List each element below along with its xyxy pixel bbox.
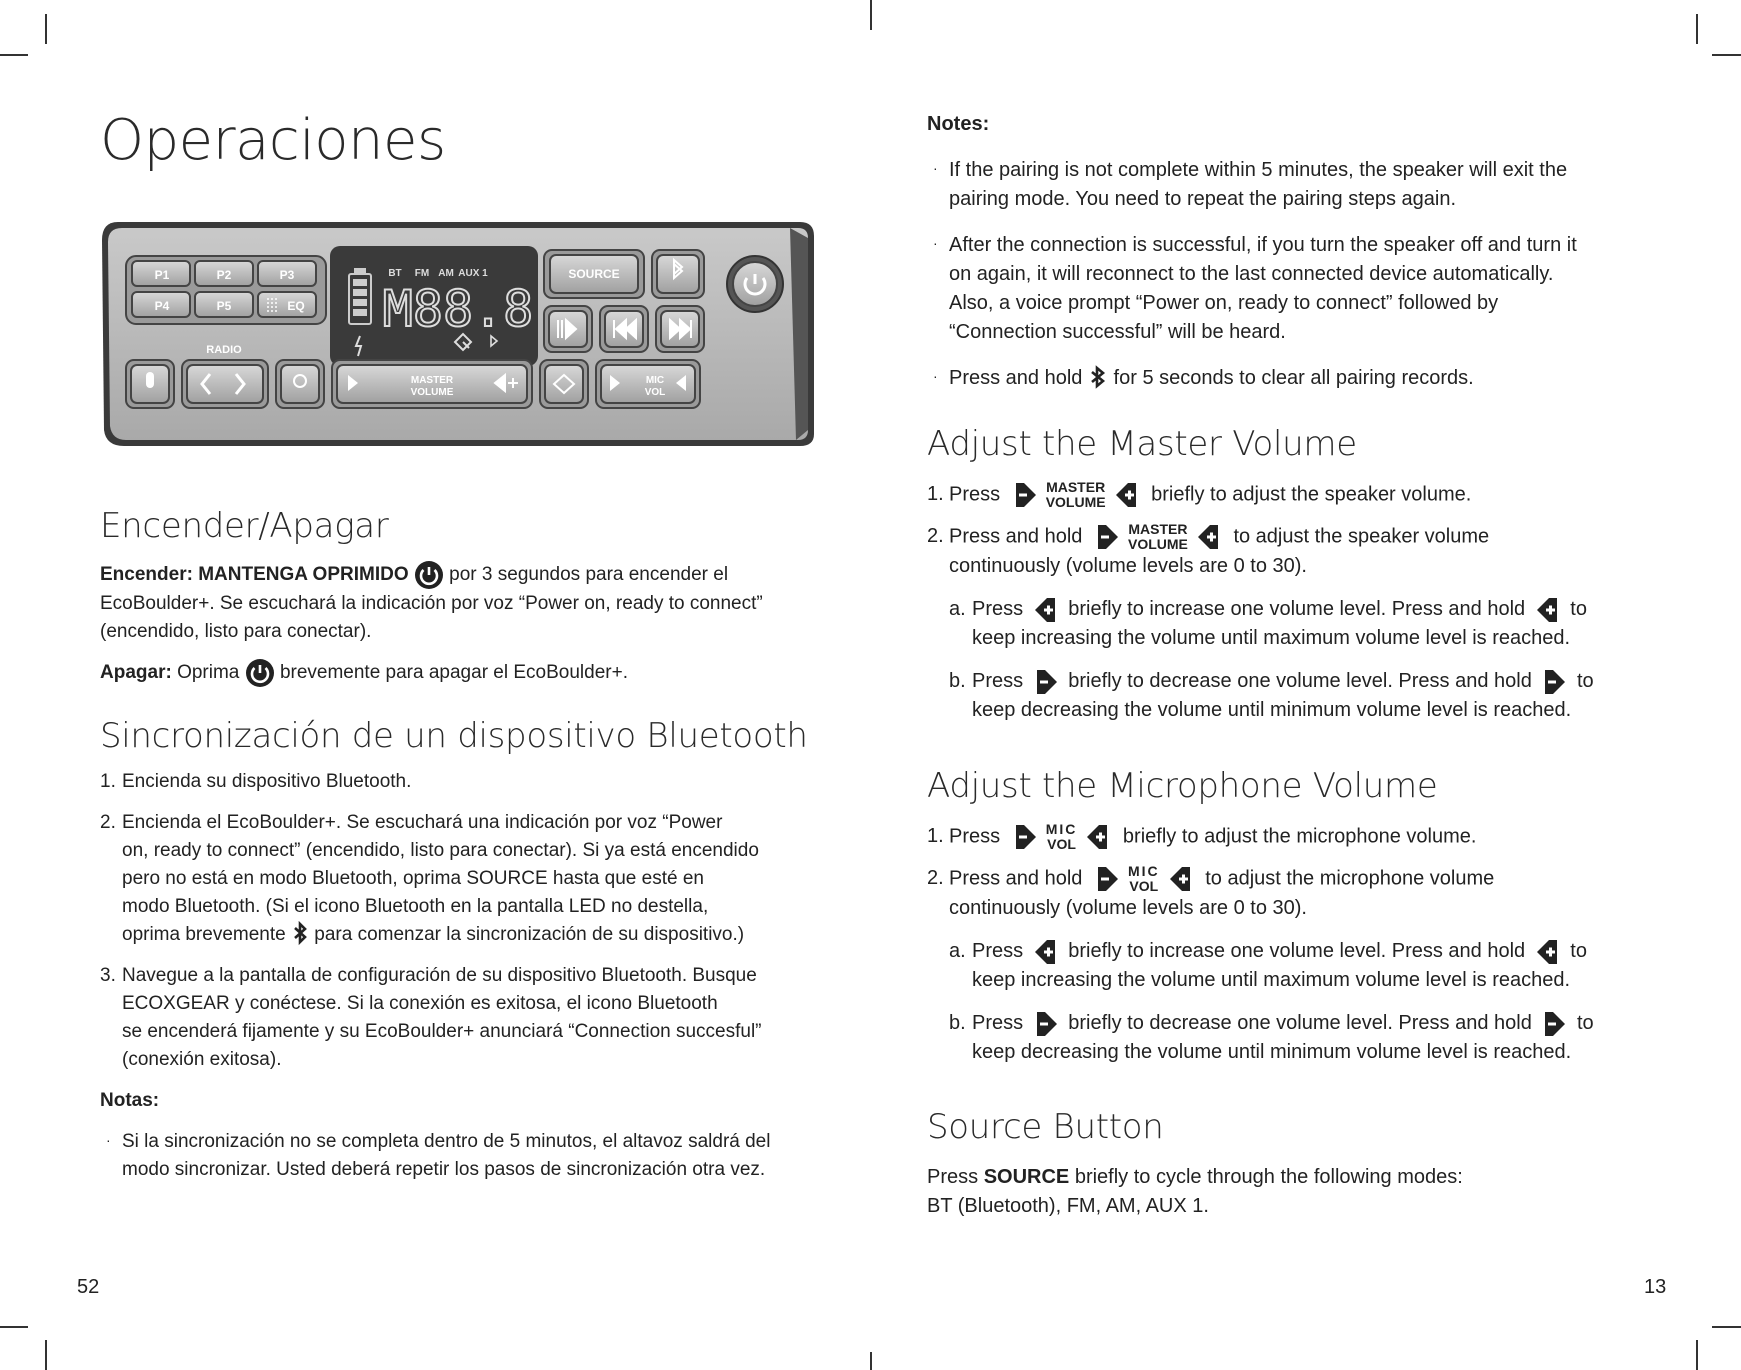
section-heading: Adjust the Master Volume — [927, 424, 1357, 464]
list-item: 2. Encienda el EcoBoulder+. Se escuchará una indicación por voz “Power on, ready to connect” (encendido, listo para conectar). Si ya está encendido pero no está en modo Bluetooth, oprima SOURCE hasta que esté en modo Bluetooth. (Si el icono Bluetooth en la pantalla LED no destella, oprima brevemente para comenzar la sincronización de su dispositivo.) — [100, 809, 820, 949]
label: Apagar: — [100, 662, 172, 684]
section-heading: Sincronización de un dispositivo Bluetooth — [100, 716, 808, 756]
text: brevemente para apagar el EcoBoulder+. — [279, 662, 628, 684]
list-item: b. Press briefly to decrease one volume level. Press and hold to keep decreasing the volume until minimum volume level is reached. — [949, 1012, 1594, 1063]
display-mode: FM — [414, 268, 430, 279]
list-item: 1. Encienda su dispositivo Bluetooth. — [100, 771, 412, 792]
section-heading: Source Button — [927, 1107, 1164, 1147]
bluetooth-icon — [291, 921, 309, 949]
list-item: b. Press briefly to decrease one volume level. Press and hold to keep decreasing the volume until minimum volume level is reached. — [949, 670, 1594, 721]
power-instructions — [100, 560, 820, 688]
media-buttons — [544, 306, 704, 352]
list-item: · Press and hold for 5 seconds to clear all pairing records. — [927, 364, 1647, 393]
volume-down-icon — [1035, 1011, 1057, 1037]
crop-mark — [1712, 1326, 1741, 1328]
crop-mark — [870, 1352, 872, 1370]
volume-down-icon — [1543, 669, 1565, 695]
preset-label: P1 — [154, 268, 170, 282]
right-page — [927, 0, 1667, 1370]
mic-vol-label: VOL — [644, 387, 666, 398]
list-item: · Si la sincronización no se completa dentro de 5 minutos, el altavoz saldrá del modo sincronizar. Usted deberá repetir los pasos de sincronización otra vez. — [106, 1131, 771, 1181]
list-item: 3. Navegue a la pantalla de configuración de su dispositivo Bluetooth. Busque ECOXGEAR y conéctese. Si la conexión es exitosa, el icono Bluetooth se encenderá fijamente y su EcoBoulder+ anunciará “Connection succesful” (conexión exitosa). — [100, 965, 762, 1071]
source-instructions: Press SOURCE briefly to cycle through the following modes: BT (Bluetooth), FM, AM, AUX 1. — [927, 1166, 1463, 1217]
master-volume-button: MASTER VOLUME — [1014, 480, 1138, 510]
volume-down-icon — [1096, 525, 1118, 549]
text: Oprima — [177, 662, 240, 684]
power-icon — [414, 560, 444, 590]
display-mode: AM — [438, 268, 454, 279]
list-item: 1. Press MASTER VOLUME briefly to adjust the speaker volume. — [927, 479, 1472, 510]
crop-mark — [870, 0, 872, 30]
volume-up-icon — [1170, 867, 1192, 891]
label: Encender: — [100, 564, 193, 586]
preset-label: P2 — [216, 268, 232, 282]
pairing-notes — [927, 110, 1647, 393]
emphasis: MANTENGA OPRIMIDO — [198, 564, 409, 586]
volume-down-icon — [1035, 669, 1057, 695]
crop-mark — [1696, 14, 1698, 44]
volume-down-icon — [1096, 867, 1118, 891]
list-item: a. Press briefly to increase one volume level. Press and hold to keep increasing the volume until maximum volume level is reached. — [949, 598, 1587, 649]
source-label: SOURCE — [568, 267, 620, 281]
text: (encendido, listo para conectar). — [100, 621, 372, 642]
crop-mark — [45, 14, 47, 44]
volume-down-icon — [1014, 483, 1036, 507]
power-icon — [245, 658, 275, 688]
volume-up-icon — [1537, 597, 1559, 623]
master-volume-steps — [927, 480, 1647, 725]
mic-vol-label: MIC — [645, 375, 665, 386]
notes-label: Notes: — [927, 113, 990, 135]
section-heading: Encender/Apagar — [100, 506, 389, 546]
master-volume-label: MASTER — [410, 375, 454, 386]
display-mode: AUX 1 — [458, 268, 488, 279]
page-title: Operaciones — [100, 108, 446, 173]
list-item: · If the pairing is not complete within 5 minutes, the speaker will exit the pairing mode. You need to repeat the pairing steps again. — [933, 159, 1568, 210]
radio-label: RADIO — [206, 344, 242, 356]
left-page — [77, 0, 820, 1370]
master-volume-button: MASTER VOLUME — [1096, 522, 1220, 552]
text: por 3 segundos para encender el — [449, 564, 729, 586]
page-number: 13 — [1644, 1276, 1667, 1298]
list-item: 2. Press and hold MASTER VOLUME to adjust the speaker volume continuously (volume levels are 0 to 30). — [927, 521, 1490, 577]
eq-label: EQ — [287, 299, 305, 313]
preset-label: P4 — [154, 299, 170, 313]
master-volume-label: VOLUME — [410, 387, 454, 398]
volume-up-icon — [1537, 939, 1559, 965]
list-item: a. Press briefly to increase one volume level. Press and hold to keep increasing the volume until maximum volume level is reached. — [949, 940, 1587, 991]
page-number: 52 — [77, 1276, 100, 1298]
bottom-buttons — [126, 360, 700, 408]
volume-up-icon — [1035, 939, 1057, 965]
text: EcoBoulder+. Se escuchará la indicación por voz “Power on, ready to connect” — [100, 593, 763, 614]
mic-volume-button: MIC VOL — [1096, 864, 1192, 894]
volume-up-icon — [1198, 525, 1220, 549]
mic-volume-button: MIC VOL — [1014, 822, 1110, 852]
volume-up-icon — [1035, 597, 1057, 623]
volume-up-icon — [1116, 483, 1138, 507]
display-mode: BT — [388, 268, 402, 279]
section-heading: Adjust the Microphone Volume — [927, 766, 1438, 806]
crop-mark — [45, 1340, 47, 1370]
control-panel-illustration — [100, 220, 816, 450]
preset-label: P3 — [279, 268, 295, 282]
list-item: · After the connection is successful, if you turn the speaker off and turn it on again, it will reconnect to the last connected device automatically. Also, a voice prompt “Power on, ready to connect” followed by “Connection successful” will be heard. — [933, 234, 1577, 343]
preset-label: P5 — [216, 299, 232, 313]
list-item: 1. Press MIC VOL briefly to adjust the microphone volume. — [927, 821, 1477, 852]
bluetooth-steps — [100, 768, 820, 1184]
volume-up-icon — [1087, 825, 1109, 849]
crop-mark — [1696, 1340, 1698, 1370]
volume-down-icon — [1543, 1011, 1565, 1037]
bluetooth-icon — [1088, 365, 1108, 393]
volume-down-icon — [1014, 825, 1036, 849]
notes-label: Notas: — [100, 1090, 160, 1112]
crop-mark — [0, 1326, 28, 1328]
display-digits: M88.8 — [382, 280, 534, 338]
crop-mark — [0, 54, 28, 56]
list-item: 2. Press and hold MIC VOL to adjust the microphone volume continuously (volume levels are 0 to 30). — [927, 863, 1495, 919]
mic-volume-steps — [927, 822, 1647, 1067]
crop-mark — [1712, 54, 1741, 56]
